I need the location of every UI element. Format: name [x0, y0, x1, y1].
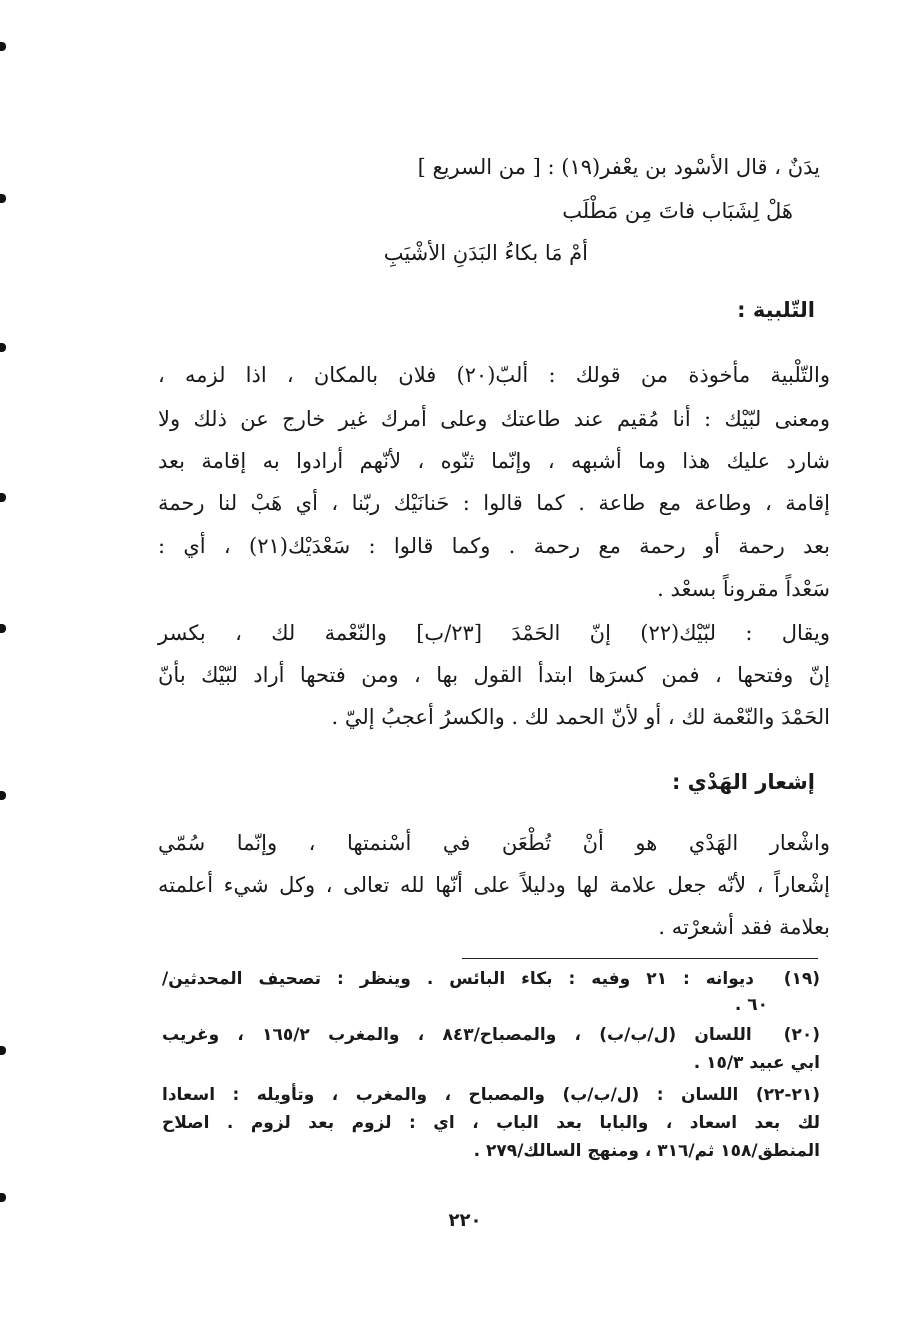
footnote-number: (٢١-٢٢): [755, 1085, 821, 1105]
paragraph-line: والتّلْبية مأخوذة من قولك : ألبّ(٢٠) فلان بالمكان ، اذا لزمه ،: [158, 363, 830, 387]
paragraph-line: شارد عليك هذا وما أشبهه ، وإنّما ثنّوه ، لأنّهم أرادوا به إقامة بعد: [158, 449, 830, 473]
paragraph-line: بعد رحمة أو رحمة مع رحمة . وكما قالوا : سَعْدَيْك(٢١) ، أي :: [158, 534, 831, 558]
paragraph-line: ويقال : لبّيْك(٢٢) إنّ الحَمْدَ [٢٣/ب] والنّعْمة لك ، بكسر: [158, 621, 831, 645]
binding-hole-mark: [0, 624, 6, 633]
verse-line-2: أمْ مَا بكاءُ البَدَنِ الأشْيَبِ: [383, 241, 588, 265]
paragraph-line: بعلامة فقد أشعرْته .: [658, 915, 830, 939]
paragraph-line: إنّ وفتحها ، فمن كسرَها ابتدأ القول بها ، ومن فتحها أراد لبّيْك بأنّ: [158, 663, 830, 687]
footnote-separator: [462, 958, 818, 959]
footnote-21-22-line-3: المنطق/١٥٨ ثم/٣١٦ ، ومنهج السالك/٢٧٩ .: [473, 1141, 820, 1161]
footnote-text: اللسان : (ل/ب/ب) والمصباح ، والمغرب ، وتأويله : اسعادا: [162, 1085, 739, 1105]
footnote-21-22-line-2: لك بعد اسعاد ، والبابا بعد الباب ، اي : لزوم بعد لزوم . اصلاح: [162, 1113, 820, 1133]
section-heading-ishaar: إشعار الهَدْي :: [671, 770, 815, 794]
paragraph-line: واشْعار الهَدْي هو أنْ تُطْعَن في أسْنمتها ، وإنّما سُمّي: [158, 831, 830, 855]
binding-hole-mark: [0, 194, 6, 203]
binding-hole-mark: [0, 493, 6, 502]
footnote-19-line-2: ٦٠ .: [734, 995, 768, 1015]
binding-hole-mark: [0, 42, 6, 51]
verse-line-1: هَلْ لِشَبَاب فاتَ مِن مَطْلَب: [562, 199, 793, 223]
binding-hole-mark: [0, 343, 6, 352]
verse-intro-line: يدَنٌ ، قال الأسْود بن يعْفر(١٩) : [ من السريع ]: [417, 155, 820, 179]
binding-hole-mark: [0, 1193, 6, 1202]
footnote-number: (١٩): [783, 969, 821, 989]
section-heading-talbiya: التّلبية :: [737, 298, 815, 322]
page-number: ٢٢٠: [448, 1210, 482, 1231]
binding-hole-mark: [0, 791, 6, 800]
footnote-number: (٢٠): [783, 1025, 820, 1045]
footnote-text: ديوانه : ٢١ وفيه : بكاء البائس . وينظر : تصحيف المحدثين/: [162, 969, 755, 989]
footnote-20-line-2: ابي عبيد ١٥/٣ .: [693, 1053, 820, 1073]
paragraph-line: ومعنى لبّيْك : أنا مُقيم عند طاعتك وعلى أمرك غير خارج عن ذلك ولا: [158, 407, 830, 431]
footnote-19-line-1: [162, 966, 820, 992]
paragraph-line: إشْعاراً ، لأنّه جعل علامة لها ودليلاً على أنّها لله تعالى ، وكل شيء أعلمته: [158, 873, 830, 897]
footnote-20-line-1: [162, 1022, 820, 1048]
paragraph-line: سَعْداً مقروناً بسعْد .: [657, 577, 830, 601]
paragraph-line: الحَمْدَ والنّعْمة لك ، أو لأنّ الحمد لك . والكسرُ أعجبُ إليّ .: [331, 705, 830, 729]
binding-hole-mark: [0, 1046, 6, 1055]
footnote-21-22-line-1: [162, 1082, 820, 1108]
paragraph-line: إقامة ، وطاعة مع طاعة . كما قالوا : حَنانَيْك ربّنا ، أي هَبْ لنا رحمة: [158, 491, 830, 515]
footnote-text: اللسان (ل/ب/ب) ، والمصباح/٨٤٣ ، والمغرب ١٦٥/٢ ، وغريب: [162, 1025, 752, 1045]
